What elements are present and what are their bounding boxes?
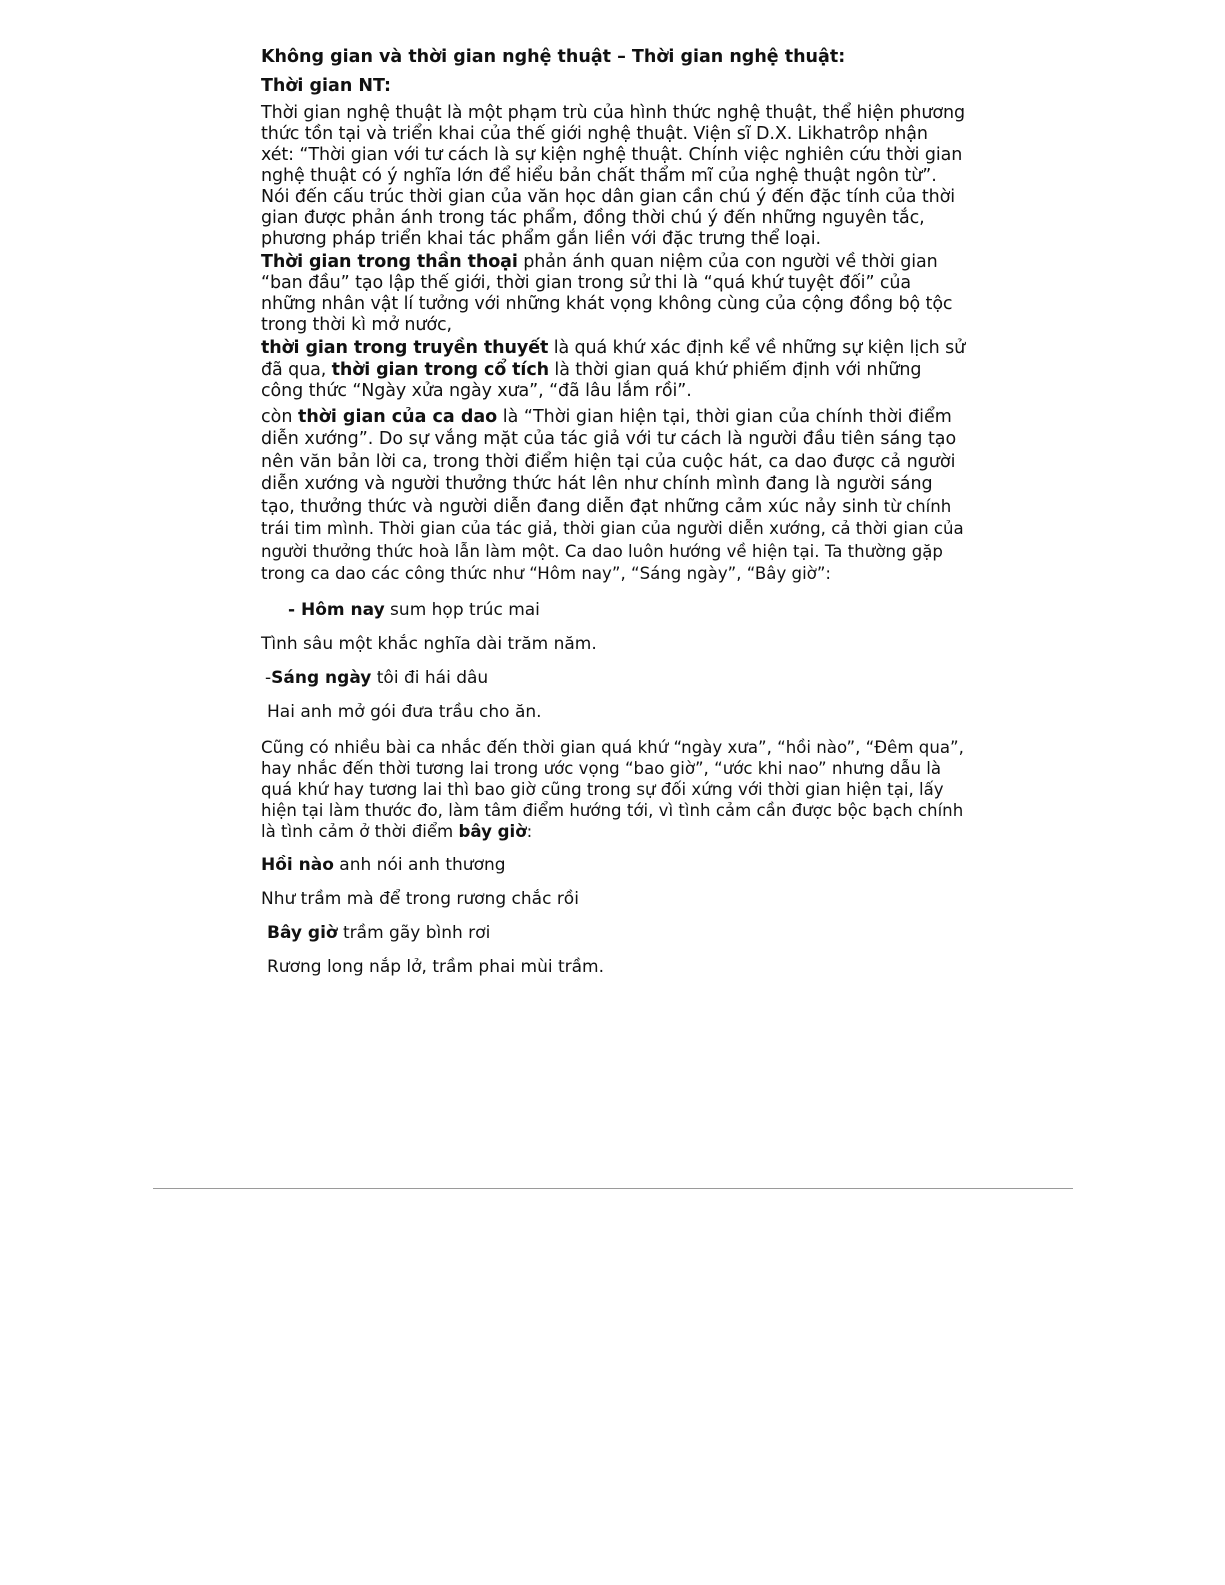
verse-line: Hai anh mở gói đưa trầu cho ăn. [267,701,542,722]
myth-term: Thời gian trong thần thoại [261,252,518,272]
cadao-term: thời gian của ca dao [297,406,498,427]
legend-paragraph [261,338,966,403]
myth-text: phản ánh quan niệm của con người về thời gian “ban đầu” tạo lập thế giới, thời gian trong sử thi là “quá khứ tuyệt đối” của những nhân vật lí tưởng với những khát vọng không cùng của cộng đồng bộ tộc trong thời kì mở nước, [261,252,953,335]
verse-text: sum họp trúc mai [384,599,540,620]
legend-text-1: là quá khứ xác định kể về những sự kiện lịch sử đã qua, [261,338,966,380]
verse-text: tôi đi hái dâu [371,667,489,688]
document-page [261,44,966,978]
verse-line [261,855,966,876]
legend-text-2: là thời gian quá khứ phiếm định với những công thức “Ngày xửa ngày xưa”, “đã lâu lắm rồi”. [261,359,922,401]
verse-line [261,600,966,621]
verse-line: Rương long nắp lở, trầm phai mùi trầm. [267,956,605,977]
verse-text: trầm gãy bình rơi [337,922,491,943]
past-future-end: : [526,821,533,841]
verse-line [261,923,966,944]
cadao-text-continued: từ chính trái tim mình. Thời gian của tác giả, thời gian của người diễn xướng, cả thời gian của người thưởng thức hoà lẫn làm một. Ca dao luôn hướng về hiện tại. Ta thường gặp trong ca dao các công thức như “Hôm nay”, “Sáng ngày”, “Bây giờ”: [261,496,964,583]
verse-line: Như trầm mà để trong rương chắc rồi [261,888,579,909]
cadao-text: là “Thời gian hiện tại, thời gian của chính thời điểm diễn xướng”. Do sự vắng mặt của tác giả với tư cách là người đầu tiên sáng tạo nên văn bản lời ca, trong thời điểm hiện tại của cuộc hát, ca dao được cả người diễn xướng và người thưởng thức hát lên như chính mình đang là người sáng tạo, thưởng thức và người diễn đang diễn đạt những cảm xúc nảy sinh [261,406,957,517]
legend-term: thời gian trong truyền thuyết [261,338,549,358]
document-title: Không gian và thời gian nghệ thuật – Thời gian nghệ thuật: [261,47,846,67]
page-divider [153,1188,1073,1189]
verse-dash: - [265,667,272,688]
verse-line: Tình sâu một khắc nghĩa dài trăm năm. [261,633,597,654]
myth-paragraph [261,252,966,336]
section-heading: Thời gian NT: [261,76,392,96]
verse-line [261,668,966,689]
now-term: bây giờ [458,821,527,841]
cadao-prefix: còn [261,406,298,427]
intro-paragraph: Thời gian nghệ thuật là một phạm trù của hình thức nghệ thuật, thể hiện phương thức tồn tại và triển khai của thế giới nghệ thuật. Viện sĩ D.X. Likhatrôp nhận xét: “Thời gian với tư cách là sự kiện nghệ thuật. Chính việc nghiên cứu thời gian nghệ thuật có ý nghĩa lớn để hiểu bản chất thẩm mĩ của nghệ thuật ngôn từ”. Nói đến cấu trúc thời gian của văn học dân gian cần chú ý đến đặc tính của thời gian được phản ánh trong tác phẩm, đồng thời chú ý đến những nguyên tắc, phương pháp triển khai tác phẩm gắn liền với đặc trưng thể loại. [261,103,966,249]
verse-keyword: Hồi nào [261,854,334,875]
verse-keyword: Bây giờ [267,922,338,943]
verse-dash: - [288,599,301,620]
verse-keyword: Hôm nay [300,599,385,620]
fairytale-term: thời gian trong cổ tích [331,359,549,380]
cadao-paragraph [261,406,966,586]
past-future-paragraph [261,737,966,842]
verse-keyword: Sáng ngày [271,667,372,688]
past-future-text: Cũng có nhiều bài ca nhắc đến thời gian quá khứ “ngày xưa”, “hồi nào”, “Đêm qua”, hay nhắc đến thời tương lai trong ước vọng “bao giờ”, “ước khi nao” nhưng dẫu là quá khứ hay tương lai thì bao giờ cũng trong sự đối xứng với thời gian hiện tại, lấy hiện tại làm thước đo, làm tâm điểm hướng tới, vì tình cảm cần được bộc bạch chính là tình cảm ở thời điểm [261,737,964,841]
verse-text: anh nói anh thương [333,854,506,875]
